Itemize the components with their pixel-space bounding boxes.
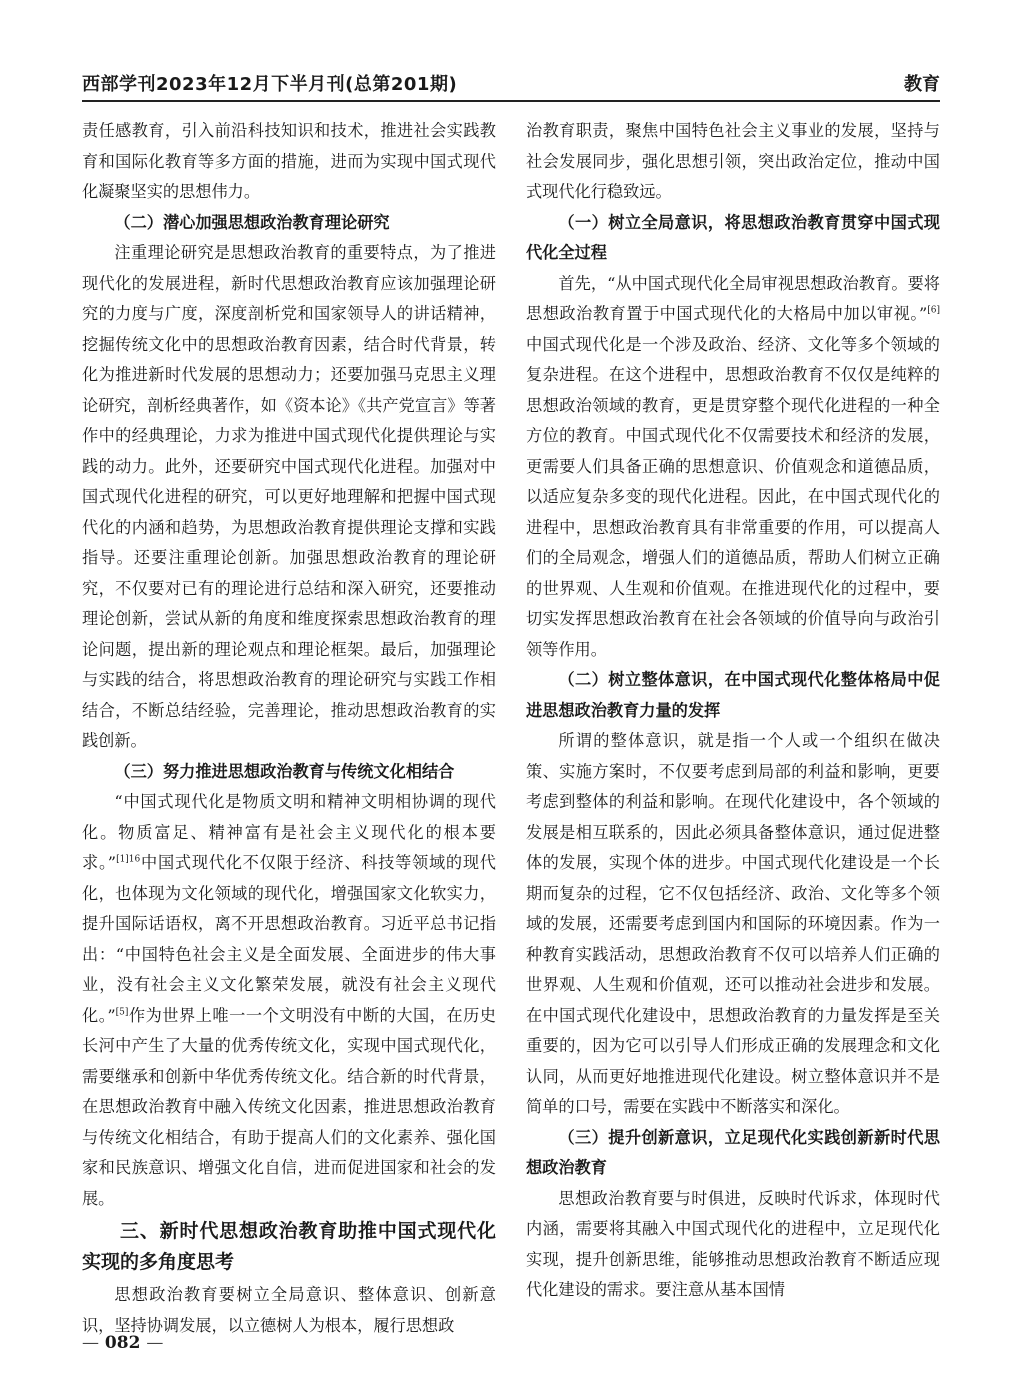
section-heading: 三、新时代思想政治教育助推中国式现代化实现的多角度思考 — [82, 1220, 496, 1273]
page-footer — [82, 1333, 163, 1353]
paragraph: 注重理论研究是思想政治教育的重要特点，为了推进现代化的发展进程，新时代思想政治教育应该加强理论研究的力度与广度，深度剖析党和国家领导人的讲话精神，挖掘传统文化中的思想政治教育因素，结合时代背景，转化为推进新时代发展的思想动力；还要加强马克思主义理论研究，剖析经典著作，如《资本论》《共产党宣言》等著作中的经典理论，力求为推进中国式现代化提供理论与实践的动力。此外，还要研究中国式现代化进程。加强对中国式现代化进程的研究，可以更好地理解和把握中国式现代化的内涵和趋势，为思想政治教育提供理论支撑和实践指导。还要注重理论创新。加强思想政治教育的理论研究，不仅要对已有的理论进行总结和深入研究，还要推动理论创新，尝试从新的角度和维度探索思想政治教育的理论问题，提出新的理论观点和理论框架。最后，加强理论与实践的结合，将思想政治教育的理论研究与实践工作相结合，不断总结经验，完善理论，推动思想政治教育的实践创新。 — [82, 243, 496, 750]
paragraph-text: 中国式现代化不仅限于经济、科技等领域的现代化，也体现为文化领域的现代化，增强国家文化软实力，提升国际话语权，离不开思想政治教育。习近平总书记指出：“中国特色社会主义是全面发展、全面进步的伟大事业，没有社会主义文化繁荣发展，就没有社会主义现代化。” — [82, 853, 496, 1025]
paragraph: 所谓的整体意识，就是指一个人或一个组织在做决策、实施方案时，不仅要考虑到局部的利益和影响，更要考虑到整体的利益和影响。在现代化建设中，各个领域的发展是相互联系的，因此必须具备整体意识，通过促进整体的发展，实现个体的进步。中国式现代化建设是一个长期而复杂的过程，它不仅包括经济、政治、文化等多个领域的发展，还需要考虑到国内和国际的环境因素。作为一种教育实践活动，思想政治教育不仅可以培养人们正确的世界观、人生观和价值观，还可以推动社会进步和发展。在中国式现代化建设中，思想政治教育的力量发挥是至关重要的，因为它可以引导人们形成正确的发展理念和文化认同，从而更好地推进现代化建设。树立整体意识并不是简单的口号，需要在实践中不断落实和深化。 — [526, 731, 940, 1116]
quote-text: 首先，“从中国式现代化全局审视思想政治教育。要将思想政治教育置于中国式现代化的大格局中加以审视。” — [526, 273, 940, 323]
paragraph: 责任感教育，引入前沿科技知识和技术，推进社会实践教育和国际化教育等多方面的措施，进而为实现中国式现代化凝聚坚实的思想伟力。 — [82, 121, 496, 201]
paragraph: 思想政治教育要与时俱进，反映时代诉求，体现时代内涵，需要将其融入中国式现代化的进程中，立足现代化实现，提升创新思维，能够推动思想政治教育不断适应现代化建设的需求。要注意从基本国情 — [526, 1188, 940, 1299]
subheading: （二）潜心加强思想政治教育理论研究 — [114, 212, 390, 232]
paragraph — [526, 269, 940, 666]
paragraph: 思想政治教育要树立全局意识、整体意识、创新意识，坚持协调发展，以立德树人为根本，履行思想政 — [82, 1285, 496, 1335]
citation: [1]16 — [116, 854, 141, 865]
quote-text: “中国式现代化是物质文明和精神文明相协调的现代化。物质富足、精神富有是社会主义现代化的根本要求。” — [82, 792, 496, 872]
citation: [5] — [115, 1007, 129, 1018]
right-column — [526, 116, 940, 1306]
footer-dash: — — [82, 1333, 99, 1353]
subheading: （一）树立全局意识，将思想政治教育贯穿中国式现代化全过程 — [526, 212, 940, 262]
subheading: （三）提升创新意识，立足现代化实践创新新时代思想政治教育 — [526, 1127, 940, 1177]
subheading: （三）努力推进思想政治教育与传统文化相结合 — [114, 761, 455, 781]
page-number: 082 — [104, 1333, 141, 1353]
footer-dash: — — [146, 1333, 164, 1353]
subheading: （二）树立整体意识，在中国式现代化整体格局中促进思想政治教育力量的发挥 — [526, 670, 940, 720]
section-name: 教育 — [904, 74, 940, 95]
citation: [6] — [927, 305, 940, 316]
left-column — [82, 116, 496, 1335]
paragraph — [82, 787, 496, 1214]
paragraph-text: 作为世界上唯一一个文明没有中断的大国，在历史长河中产生了大量的优秀传统文化，实现中国式现代化，需要继承和创新中华优秀传统文化。结合新的时代背景，在思想政治教育中融入传统文化因素，推进思想政治教育与传统文化相结合，有助于提高人们的文化素养、强化国家和民族意识、增强文化自信，进而促进国家和社会的发展。 — [82, 1005, 496, 1208]
journal-title: 西部学刊2023年12月下半月刊(总第201期) — [82, 74, 458, 95]
paragraph: 治教育职责，聚焦中国特色社会主义事业的发展，坚持与社会发展同步，强化思想引领，突出政治定位，推动中国式现代化行稳致远。 — [526, 121, 940, 201]
running-header — [82, 66, 940, 102]
paragraph-text: 中国式现代化是一个涉及政治、经济、文化等多个领域的复杂进程。在这个进程中，思想政治教育不仅仅是纯粹的思想政治领域的教育，更是贯穿整个现代化进程的一种全方位的教育。中国式现代化不仅需要技术和经济的发展，更需要人们具备正确的思想意识、价值观念和道德品质，以适应复杂多变的现代化进程。因此，在中国式现代化的进程中，思想政治教育具有非常重要的作用，可以提高人们的全局观念，增强人们的道德品质，帮助人们树立正确的世界观、人生观和价值观。在推进现代化的过程中，要切实发挥思想政治教育在社会各领域的价值导向与政治引领等作用。 — [526, 334, 940, 659]
